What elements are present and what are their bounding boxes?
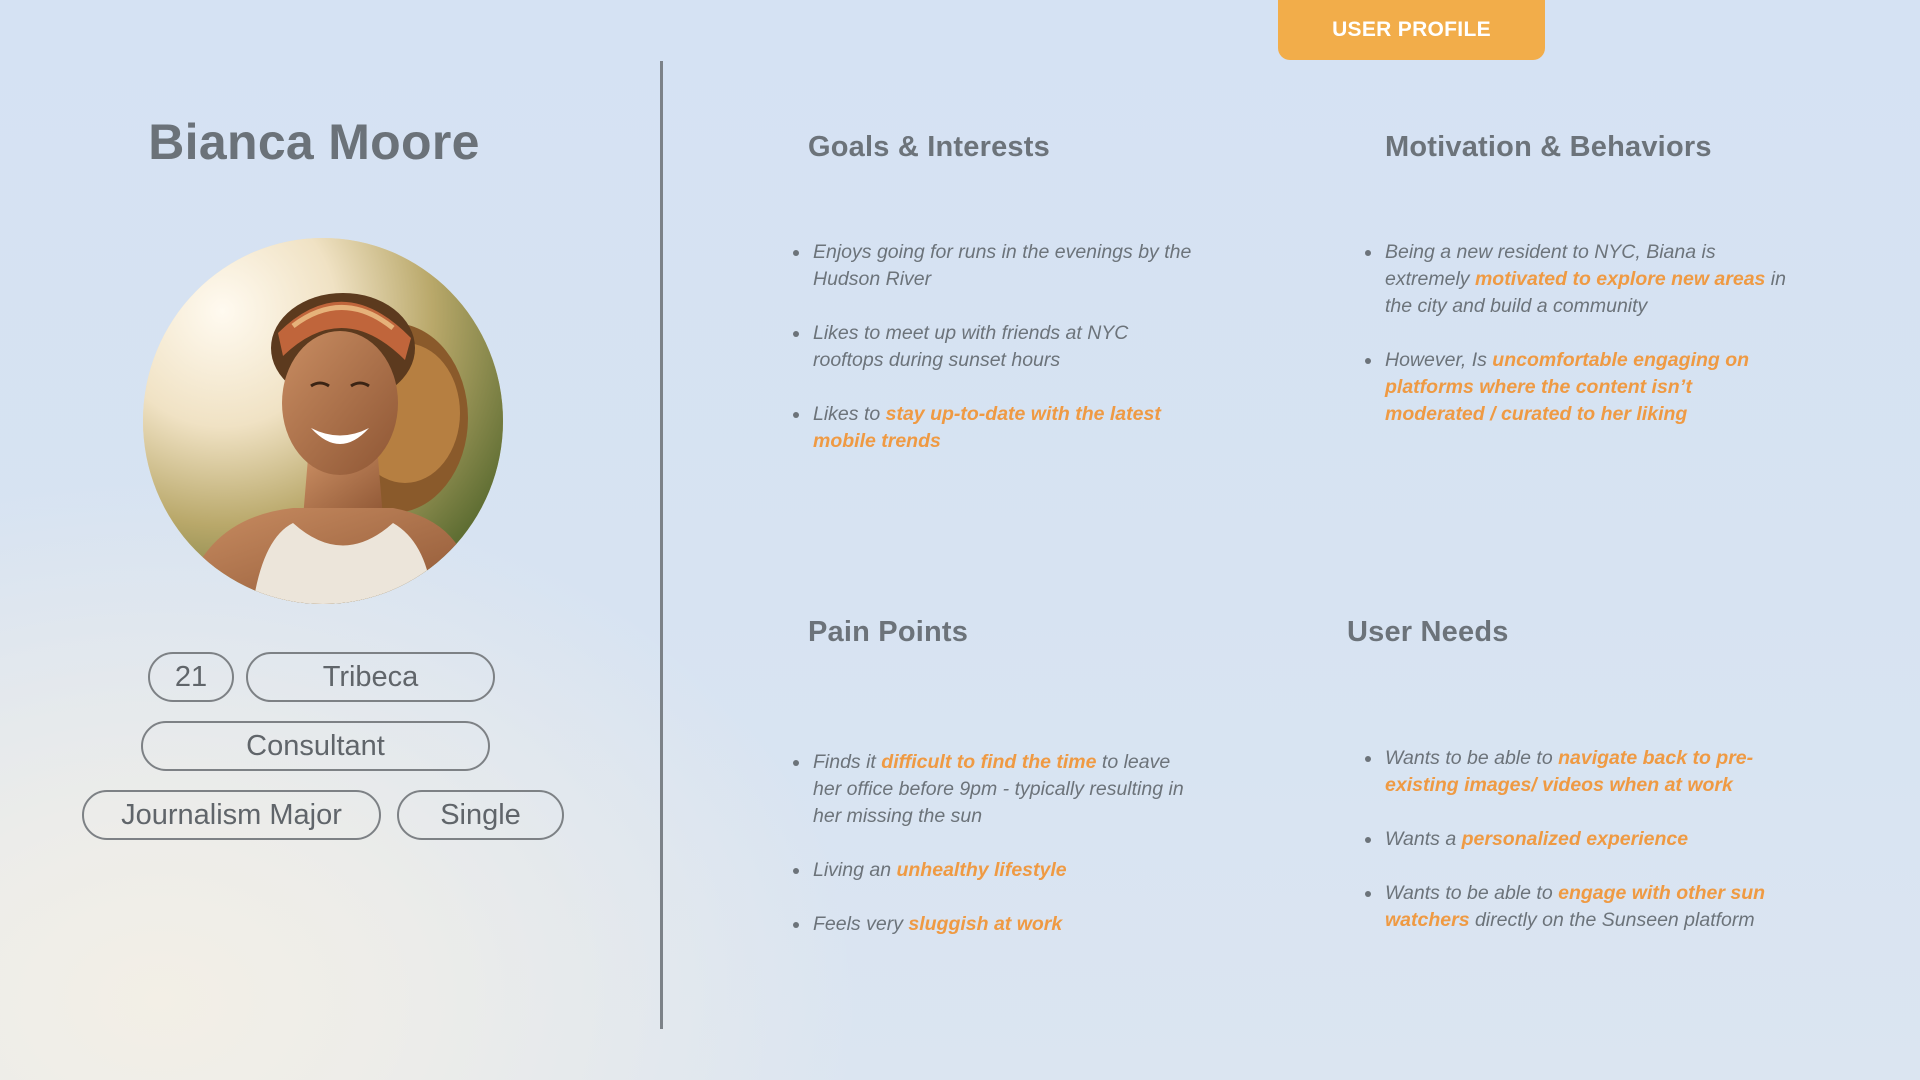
list-item: Wants to be able to navigate back to pre-existing images/ videos when at work <box>1365 745 1795 799</box>
persona-name: Bianca Moore <box>148 114 480 170</box>
relationship-status-pill: Single <box>397 790 564 840</box>
vertical-divider <box>660 61 663 1029</box>
motivation-list <box>1365 239 1795 455</box>
user-profile-tag[interactable]: USER PROFILE <box>1278 0 1545 60</box>
list-item: However, Is uncomfortable engaging on platforms where the content isn’t moderated / curated to her liking <box>1365 347 1795 428</box>
section-title-user-needs: User Needs <box>1347 616 1509 648</box>
age-pill: 21 <box>148 652 234 702</box>
section-title-pain-points: Pain Points <box>808 616 969 648</box>
user-needs-list <box>1365 745 1795 961</box>
list-item: Wants a personalized experience <box>1365 826 1795 853</box>
list-item: Wants to be able to engage with other sun watchers directly on the Sunseen platform <box>1365 880 1795 934</box>
list-item: Feels very sluggish at work <box>793 911 1203 938</box>
list-item: Living an unhealthy lifestyle <box>793 857 1203 884</box>
persona-avatar <box>143 238 503 604</box>
goals-list <box>793 239 1193 482</box>
education-pill: Journalism Major <box>82 790 381 840</box>
section-title-goals: Goals & Interests <box>808 131 1050 163</box>
list-item: Finds it difficult to find the time to leave her office before 9pm - typically resulting in her missing the sun <box>793 749 1203 830</box>
persona-photo-illustration <box>143 238 503 604</box>
list-item: Being a new resident to NYC, Biana is extremely motivated to explore new areas in the city and build a community <box>1365 239 1795 320</box>
section-title-motivation: Motivation & Behaviors <box>1385 131 1712 163</box>
neighborhood-pill: Tribeca <box>246 652 495 702</box>
occupation-pill: Consultant <box>141 721 490 771</box>
list-item: Enjoys going for runs in the evenings by the Hudson River <box>793 239 1193 293</box>
list-item: Likes to meet up with friends at NYC rooftops during sunset hours <box>793 320 1193 374</box>
pain-points-list <box>793 749 1203 965</box>
list-item: Likes to stay up-to-date with the latest mobile trends <box>793 401 1193 455</box>
